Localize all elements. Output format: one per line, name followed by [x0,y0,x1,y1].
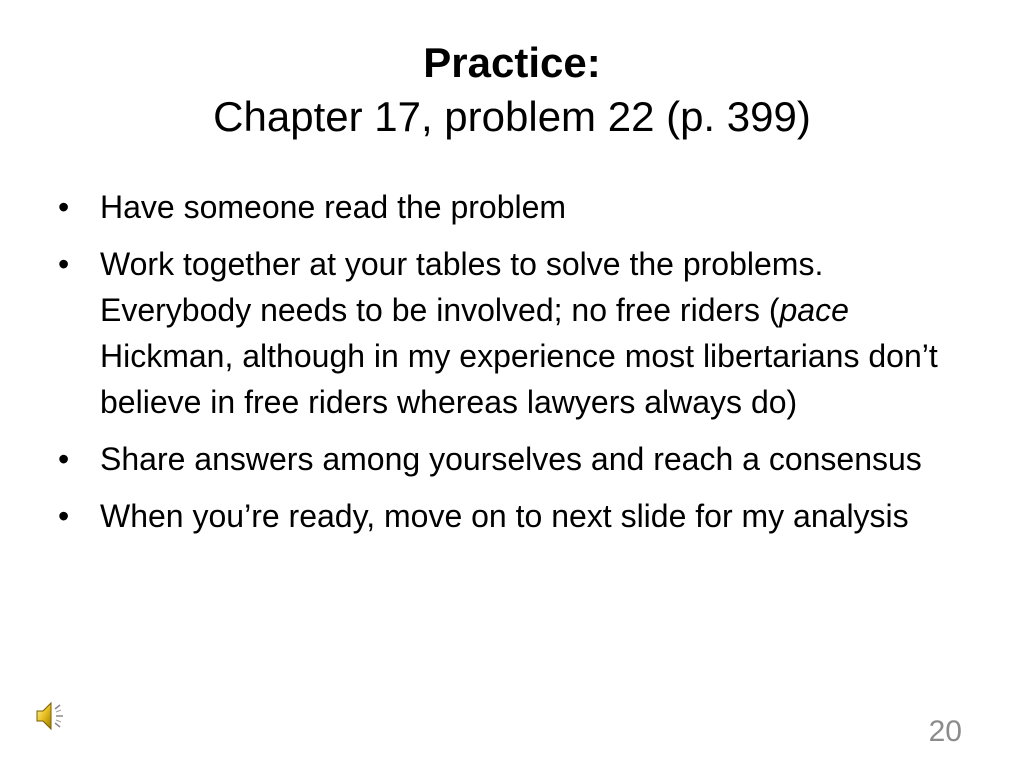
bullet-dot: • [58,441,70,477]
title-subheading: Chapter 17, problem 22 (p. 399) [213,93,811,140]
title-heading: Practice: [423,39,601,86]
bullet-text: Have someone read the problem [100,189,567,225]
bullet-text: When you’re ready, move on to next slide for my analysis [100,498,909,534]
bullet-item [58,493,978,539]
page-number: 20 [928,715,962,748]
bullet-item [58,241,978,425]
slide-title [0,36,1024,144]
bullet-emphasis: pace [779,292,849,328]
speaker-icon[interactable] [34,699,70,733]
bullet-text: Work together at your tables to solve the problems. Everybody needs to be involved; no free riders ( [100,246,824,328]
bullet-item [58,184,978,230]
bullet-dot: • [58,498,70,534]
bullet-dot: • [58,189,70,225]
bullet-list [58,184,978,550]
bullet-item [58,436,978,482]
bullet-text-continued: Hickman, although in my experience most libertarians don’t believe in free riders whereas lawyers always do) [100,338,938,420]
bullet-dot: • [58,246,70,282]
bullet-text: Share answers among yourselves and reach a consensus [100,441,922,477]
